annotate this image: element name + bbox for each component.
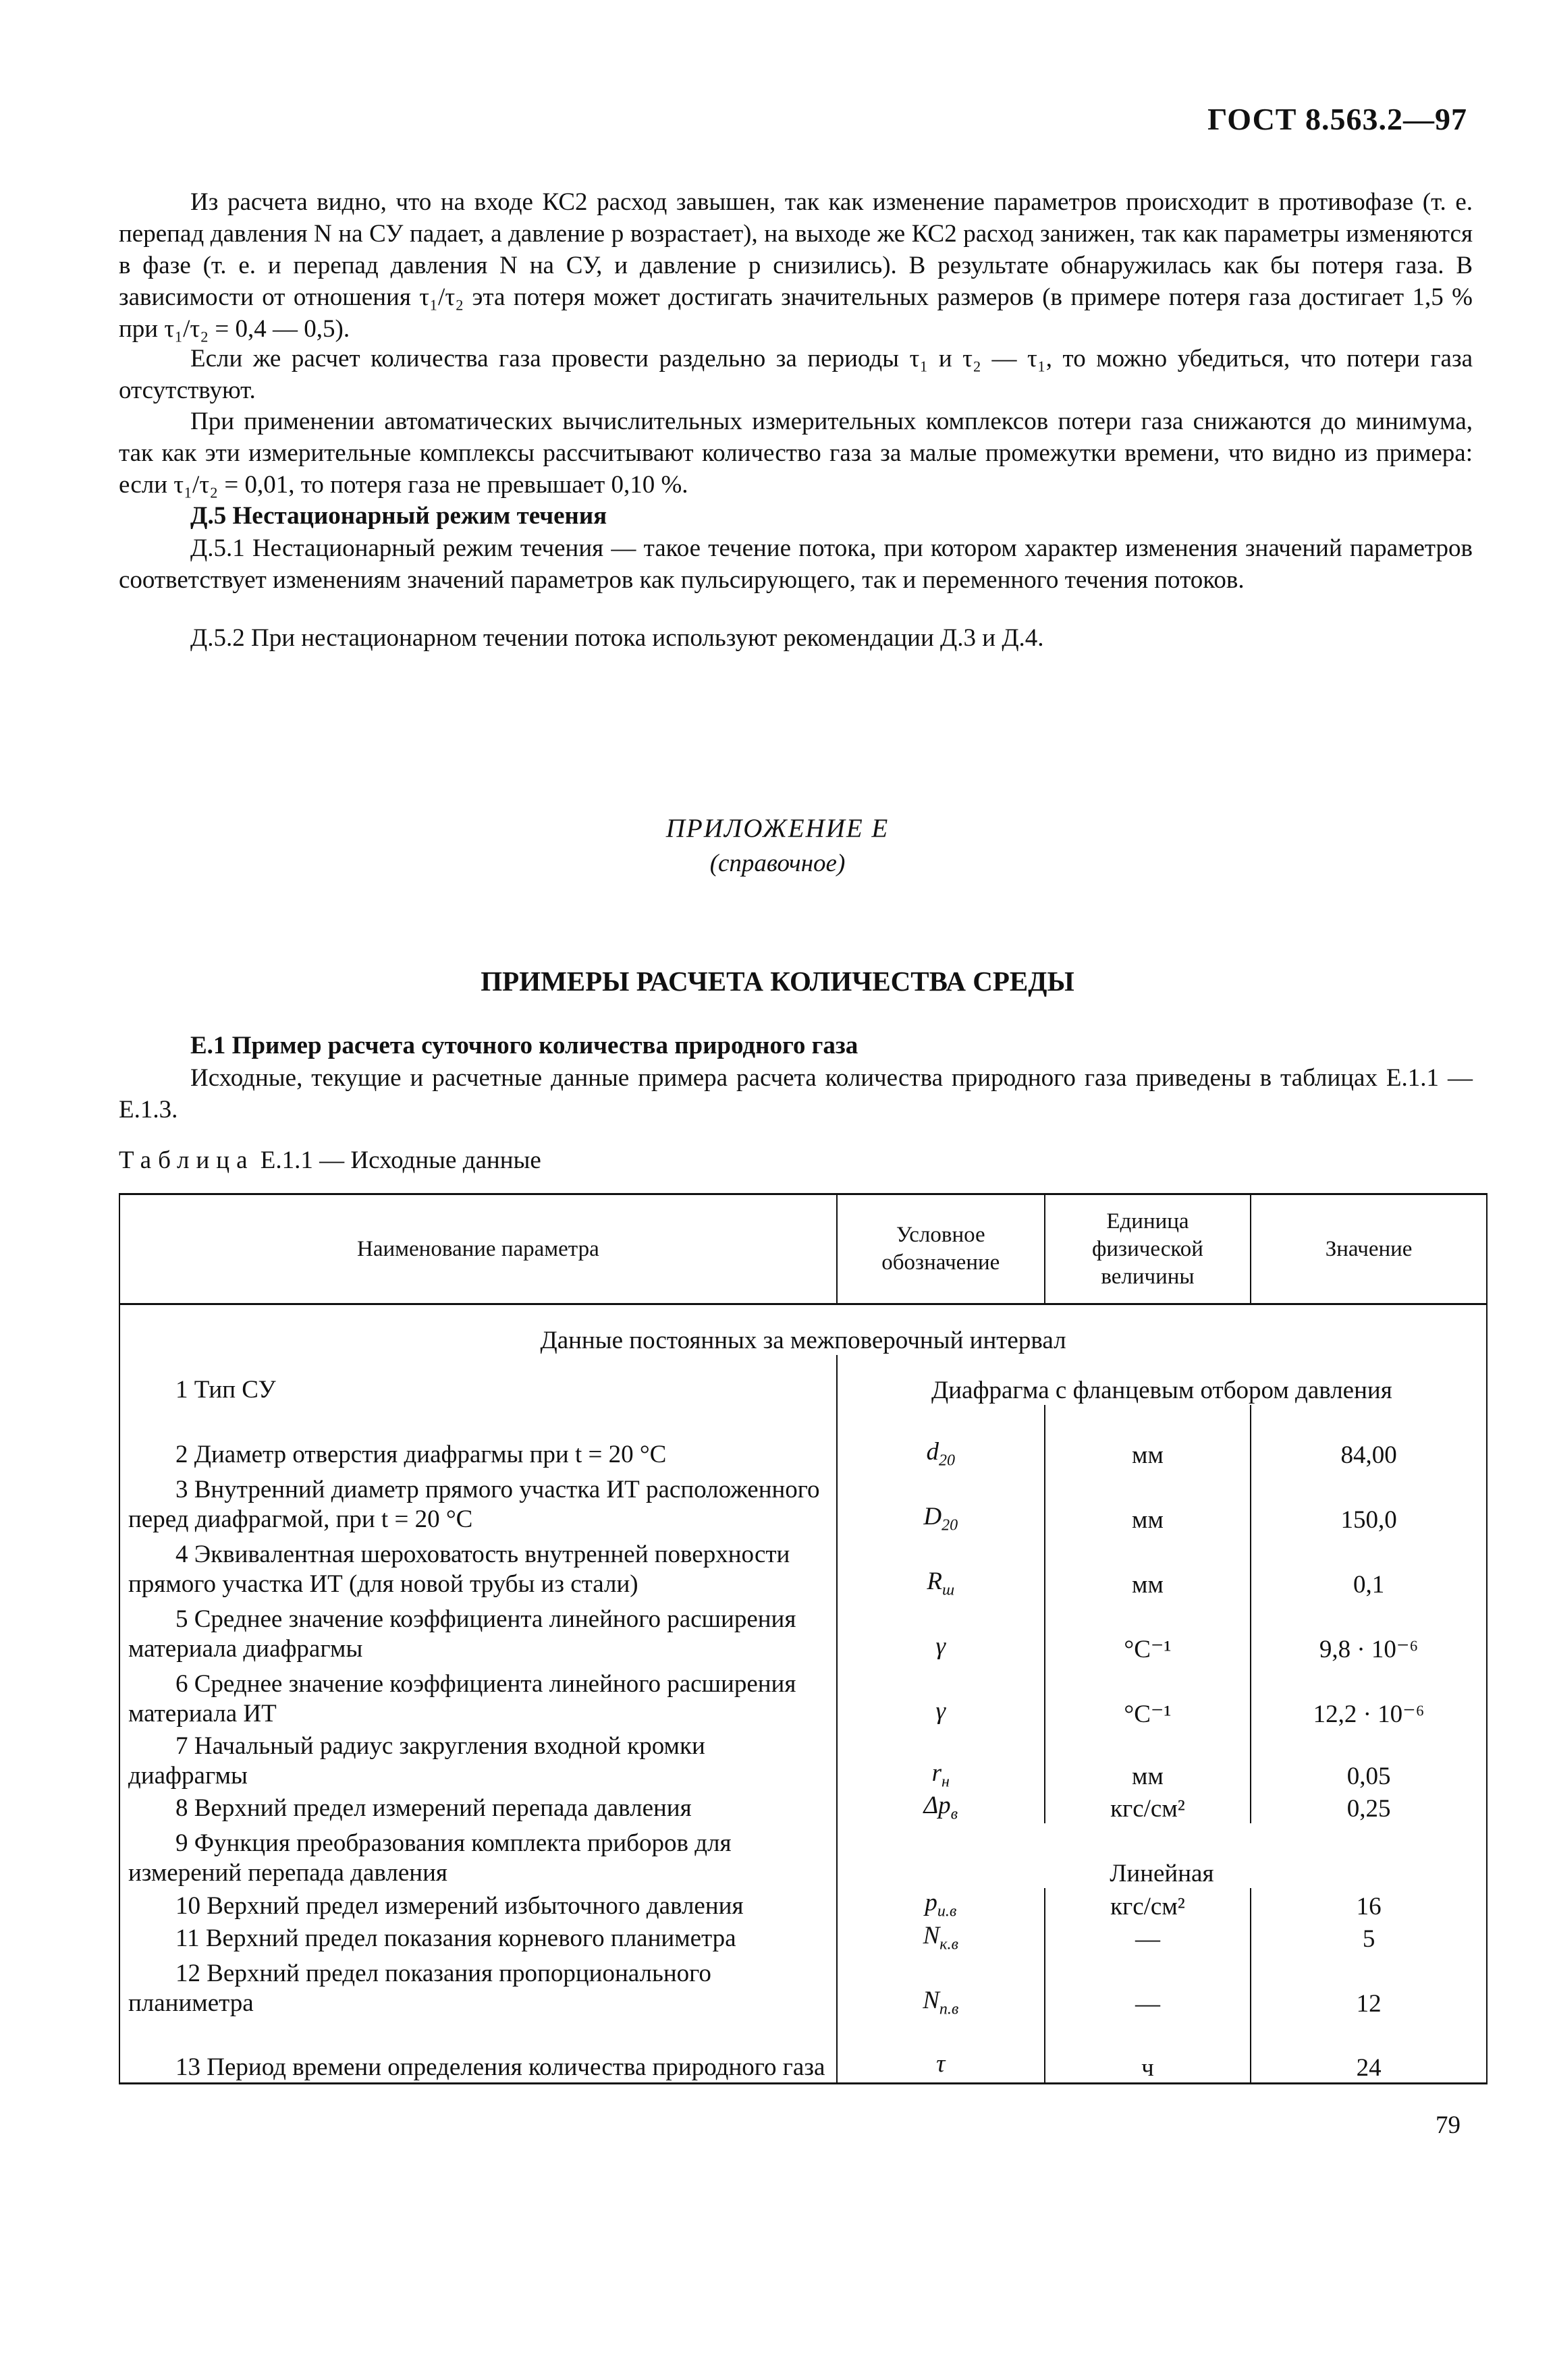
row-unit: — [1045, 1954, 1251, 2018]
row-parameter-name: 13 Период времени определения количества природного газа [119, 2018, 837, 2083]
symbol-main: r [931, 1759, 942, 1787]
row-parameter-name: 10 Верхний предел измерений избыточного давления [119, 1888, 837, 1920]
source-data-table [119, 1193, 1488, 2084]
header-symbol: Условное обозначение [837, 1194, 1045, 1304]
row-parameter-name: 1 Тип СУ [119, 1355, 837, 1405]
row-parameter-name: 8 Верхний предел измерений перепада давления [119, 1791, 837, 1823]
paragraph-d5-2: Д.5.2 При нестационарном течении потока используют рекомендации Д.3 и Д.4. [190, 624, 1044, 652]
symbol-subscript: 20 [942, 1516, 958, 1534]
symbol-subscript: в [950, 1805, 958, 1823]
row-symbol [837, 2018, 1045, 2083]
symbol-main: R [927, 1567, 943, 1595]
row-parameter-name: 3 Внутренний диаметр прямого участка ИТ расположенного перед диафрагмой, при t = 20 °С [119, 1470, 837, 1534]
row-symbol [837, 1888, 1045, 1920]
symbol-main: γ [935, 1632, 946, 1660]
row-symbol [837, 1954, 1045, 2018]
paragraph-separate-periods: Если же расчет количества газа провести раздельно за периоды τ₁ и τ₂ — τ₁, то можно убедиться, что потери газа отсутствуют. [119, 345, 1473, 404]
section-title: ПРИМЕРЫ РАСЧЕТА КОЛИЧЕСТВА СРЕДЫ [481, 966, 1074, 997]
row-unit: °С⁻¹ [1045, 1664, 1251, 1729]
table-row [119, 1729, 1487, 1791]
paragraph-automatic-complexes: При применении автоматических вычислительных измерительных комплексов потери газа снижаются до минимума, так как эти измерительные комплексы рассчитывают количество газа за малые промежутки времени, что видно из примера: если τ₁/τ₂ = 0,01, то потеря газа не превышает 0,10 %. [119, 408, 1473, 499]
table-group-row [119, 1304, 1487, 1356]
symbol-subscript: и.в [937, 1902, 957, 1920]
row-symbol [837, 1405, 1045, 1470]
row-parameter-name: 11 Верхний предел показания корневого планиметра [119, 1921, 837, 1954]
heading-d5: Д.5 Нестационарный режим течения [190, 502, 607, 530]
row-parameter-name: 2 Диаметр отверстия диафрагмы при t = 20 °С [119, 1405, 837, 1470]
table-row [119, 1470, 1487, 1534]
paragraph-loss-explanation: Из расчета видно, что на входе КС2 расход завышен, так как изменение параметров происходит в противофазе (т. е. перепад давления N на СУ падает, а давление p возрастает), на выходе же КС2 расход занижен, так как параметры изменяются в фазе (т. е. и перепад давления N на СУ, и давление p снизились). В результате обнаружилась как бы потеря газа. В зависимости от отношения τ₁/τ₂ эта потеря может достигать значительных размеров (в примере потеря газа достигает 1,5 % при τ₁/τ₂ = 0,4 — 0,5). [119, 188, 1473, 343]
row-parameter-name: 7 Начальный радиус закругления входной кромки диафрагмы [119, 1729, 837, 1791]
row-unit: — [1045, 1921, 1251, 1954]
row-value: 9,8 · 10⁻⁶ [1251, 1599, 1487, 1664]
row-value: 12,2 · 10⁻⁶ [1251, 1664, 1487, 1729]
row-merged-value: Диафрагма с фланцевым отбором давления [837, 1355, 1487, 1405]
appendix-title: ПРИЛОЖЕНИЕ Е [665, 814, 890, 843]
row-parameter-name: 9 Функция преобразования комплекта приборов для измерений перепада давления [119, 1823, 837, 1888]
table-row [119, 1888, 1487, 1920]
symbol-main: d [926, 1437, 939, 1466]
header-name: Наименование параметра [119, 1194, 837, 1304]
symbol-subscript: н [942, 1773, 950, 1790]
table-row [119, 2018, 1487, 2083]
table-body [119, 1304, 1487, 2084]
symbol-main: N [923, 1921, 940, 1949]
symbol-subscript: ш [942, 1581, 955, 1599]
table-row [119, 1954, 1487, 2018]
row-merged-value: Линейная [837, 1823, 1487, 1888]
symbol-subscript: п.в [939, 2000, 959, 2018]
row-value: 0,1 [1251, 1534, 1487, 1599]
row-unit: мм [1045, 1729, 1251, 1791]
paragraph-e1: Исходные, текущие и расчетные данные примера расчета количества природного газа приведены в таблицах Е.1.1 — Е.1.3. [119, 1064, 1473, 1124]
row-parameter-name: 5 Среднее значение коэффициента линейного расширения материала диафрагмы [119, 1599, 837, 1664]
table-row [119, 1921, 1487, 1954]
document-code: ГОСТ 8.563.2—97 [1207, 102, 1467, 136]
row-symbol [837, 1599, 1045, 1664]
table-row [119, 1664, 1487, 1729]
table-header-row [119, 1194, 1487, 1304]
page-number: 79 [1436, 2111, 1461, 2139]
row-unit: кгс/см² [1045, 1791, 1251, 1823]
symbol-subscript: к.в [939, 1935, 958, 1954]
table-row [119, 1405, 1487, 1470]
row-value: 16 [1251, 1888, 1487, 1920]
row-value: 150,0 [1251, 1470, 1487, 1534]
header-unit: Единица физической величины [1045, 1194, 1251, 1304]
symbol-main: γ [935, 1696, 946, 1725]
symbol-main: D [923, 1502, 942, 1530]
row-value: 12 [1251, 1954, 1487, 2018]
row-unit: кгс/см² [1045, 1888, 1251, 1920]
row-symbol [837, 1921, 1045, 1954]
symbol-main: Δp [923, 1792, 951, 1819]
symbol-main: p [925, 1889, 937, 1917]
row-parameter-name: 4 Эквивалентная шероховатость внутренней поверхности прямого участка ИТ (для новой трубы из стали) [119, 1534, 837, 1599]
appendix-subtitle: (справочное) [709, 850, 846, 877]
row-value: 24 [1251, 2018, 1487, 2083]
table-caption-word: Таблица [119, 1146, 254, 1174]
row-value: 5 [1251, 1921, 1487, 1954]
header-value: Значение [1251, 1194, 1487, 1304]
table-row [119, 1355, 1487, 1405]
row-parameter-name: 12 Верхний предел показания пропорционального планиметра [119, 1954, 837, 2018]
row-symbol [837, 1791, 1045, 1823]
row-value: 0,25 [1251, 1791, 1487, 1823]
symbol-main: N [923, 1986, 939, 2014]
table-row [119, 1791, 1487, 1823]
symbol-main: τ [936, 2050, 946, 2078]
row-parameter-name: 6 Среднее значение коэффициента линейного расширения материала ИТ [119, 1664, 837, 1729]
row-unit: мм [1045, 1534, 1251, 1599]
paragraph-d5-1: Д.5.1 Нестационарный режим течения — такое течение потока, при котором характер изменения значений параметров соответствует изменениям значений параметров как пульсирующего, так и переменного течения потоков. [119, 534, 1473, 594]
table-row [119, 1534, 1487, 1599]
row-symbol [837, 1729, 1045, 1791]
row-value: 0,05 [1251, 1729, 1487, 1791]
group-label: Данные постоянных за межповерочный интервал [119, 1304, 1487, 1356]
row-symbol [837, 1664, 1045, 1729]
row-value: 84,00 [1251, 1405, 1487, 1470]
row-unit: мм [1045, 1470, 1251, 1534]
symbol-subscript: 20 [939, 1451, 956, 1469]
table-caption [119, 1146, 541, 1175]
table-row [119, 1599, 1487, 1664]
table-row [119, 1823, 1487, 1888]
row-unit: ч [1045, 2018, 1251, 2083]
row-unit: °С⁻¹ [1045, 1599, 1251, 1664]
row-symbol [837, 1534, 1045, 1599]
table-caption-title: Е.1.1 — Исходные данные [260, 1146, 541, 1174]
row-unit: мм [1045, 1405, 1251, 1470]
row-symbol [837, 1470, 1045, 1534]
heading-e1: Е.1 Пример расчета суточного количества природного газа [190, 1032, 858, 1059]
